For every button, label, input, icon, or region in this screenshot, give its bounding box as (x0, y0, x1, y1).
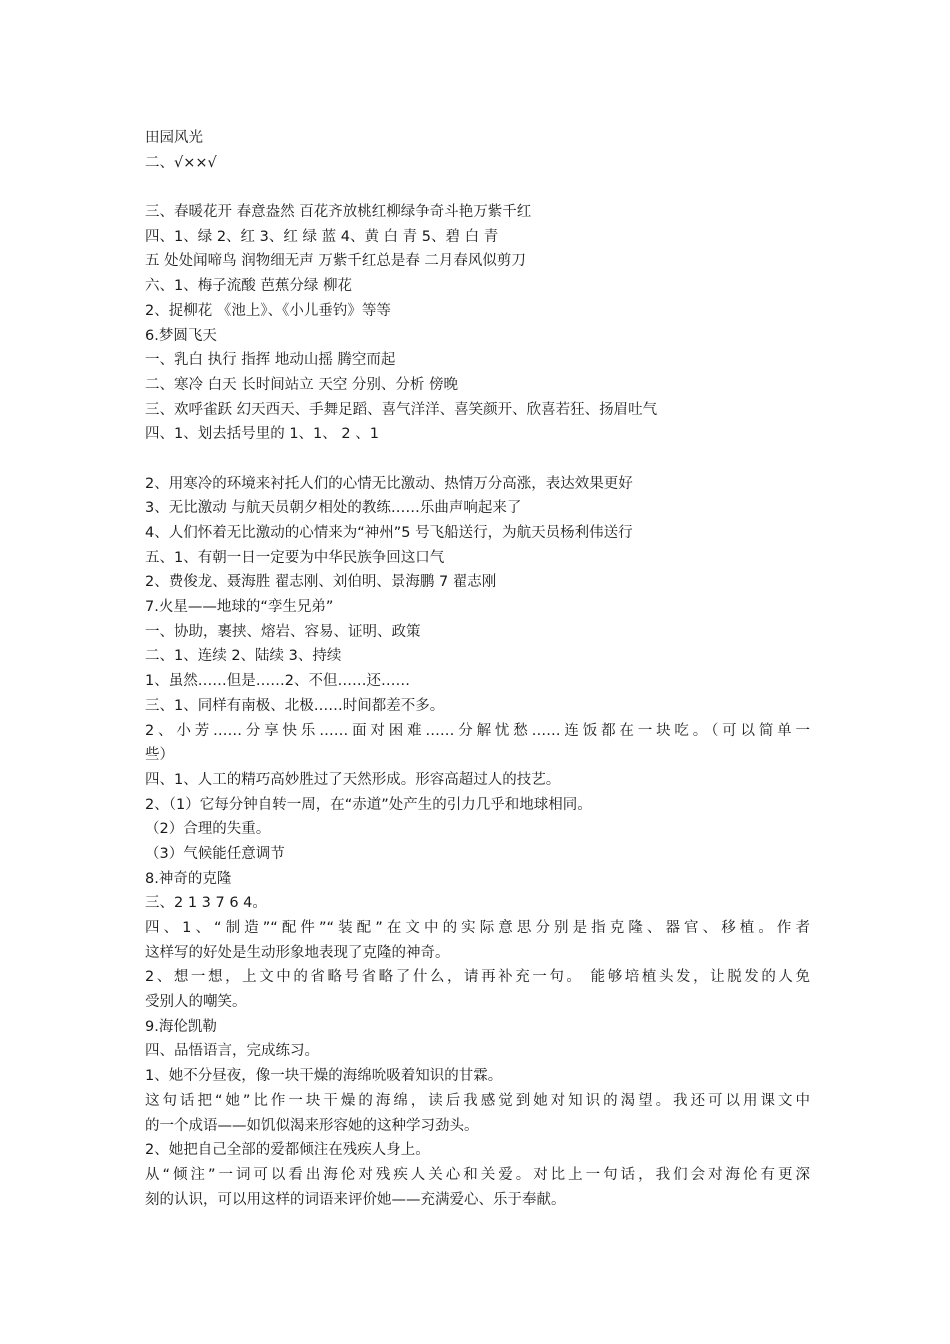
text-line: 些） (145, 747, 174, 764)
text-line: 1、她不分昼夜，像一块干燥的海绵吮吸着知识的甘霖。 (145, 1068, 503, 1085)
text-line: 四、品悟语言，完成练习。 (145, 1043, 319, 1060)
text-line: 2、小芳……分享快乐……面对困难……分解忧愁……连饭都在一块吃。（可以简单一 (145, 722, 810, 739)
text-line: 受别人的嘲笑。 (145, 994, 247, 1011)
text-line: 一、乳白 执行 指挥 地动山摇 腾空而起 (145, 352, 396, 369)
text-line: 8.神奇的克隆 (145, 870, 232, 887)
text-line: 二、1、连续 2、陆续 3、持续 (145, 648, 342, 665)
text-line: 三、欢呼雀跃 幻天西天、手舞足蹈、喜气洋洋、喜笑颜开、欣喜若狂、扬眉吐气 (145, 401, 658, 418)
text-line: 四、1、“制造”“配件”“装配”在文中的实际意思分别是指克隆、器官、移植。作者 (145, 920, 810, 936)
text-line: （2）合理的失重。 (145, 821, 271, 838)
text-line: 这样写的好处是生动形象地表现了克隆的神奇。 (145, 944, 450, 961)
text-line: 7.火星——地球的“孪生兄弟” (145, 599, 334, 616)
text-line: 2、想一想，上文中的省略号省略了什么，请再补充一句。 能够培植头发，让脱发的人免 (145, 969, 810, 986)
text-line: 6.梦圆飞天 (145, 327, 217, 344)
text-line: 3、无比激动 与航天员朝夕相处的教练……乐曲声响起来了 (145, 500, 522, 517)
text-line: 田园风光 (145, 130, 203, 146)
text-line: 刻的认识，可以用这样的词语来评价她——充满爱心、乐于奉献。 (145, 1191, 566, 1208)
text-line: 六、1、梅子流酸 芭蕉分绿 柳花 (145, 278, 352, 295)
text-line: 2、费俊龙、聂海胜 翟志刚、刘伯明、景海鹏 7 翟志刚 (145, 574, 497, 591)
text-line: 二、寒冷 白天 长时间站立 天空 分别、分析 傍晚 (145, 376, 459, 393)
text-line: 三、2 1 3 7 6 4。 (145, 895, 267, 912)
text-line: 的一个成语——如饥似渴来形容她的这种学习劲头。 (145, 1117, 479, 1134)
text-line: 五、1、有朝一日一定要为中华民族争回这口气 (145, 549, 445, 566)
text-line: 一、协助，裹挟、熔岩、容易、证明、政策 (145, 623, 421, 640)
text-line: 1、虽然……但是……2、不但……还…… (145, 673, 410, 690)
text-line: 三、1、同样有南极、北极……时间都差不多。 (145, 697, 445, 714)
text-line: 从“倾注”一词可以看出海伦对残疾人关心和关爱。对比上一句话，我们会对海伦有更深 (145, 1166, 810, 1183)
text-line: 2、（1）它每分钟自转一周，在“赤道”处产生的引力几乎和地球相同。 (145, 796, 592, 813)
text-line: 2、用寒冷的环境来衬托人们的心情无比激动、热情万分高涨，表达效果更好 (145, 475, 633, 492)
text-line: 五 处处闻啼鸟 润物细无声 万紫千红总是春 二月春风似剪刀 (145, 253, 526, 270)
blank-line (145, 447, 810, 472)
text-line: 二、√××√ (145, 154, 217, 171)
text-line: 这句话把“她”比作一块干燥的海绵，读后我感觉到她对知识的渴望。我还可以用课文中 (145, 1092, 810, 1109)
text-line: 9.海伦凯勒 (145, 1018, 217, 1035)
document-page (145, 126, 810, 1212)
text-line: 2、捉柳花 《池上》、《小儿垂钓》等等 (145, 302, 391, 319)
text-line: 三、春暖花开 春意盎然 百花齐放桃红柳绿争奇斗艳万紫千红 (145, 204, 532, 221)
text-line: 四、1、划去括号里的 1、1、 2 、1 (145, 426, 379, 443)
text-line: 四、1、人工的精巧高妙胜过了天然形成。形容高超过人的技艺。 (145, 771, 561, 788)
text-line: 4、人们怀着无比激动的心情来为“神州”5 号飞船送行，为航天员杨利伟送行 (145, 525, 633, 541)
text-line: 2、她把自己全部的爱都倾注在残疾人身上。 (145, 1142, 430, 1159)
text-line: （3）气候能任意调节 (145, 845, 285, 862)
blank-line (145, 175, 810, 200)
text-line: 四、1、绿 2、红 3、红 绿 蓝 4、黄 白 青 5、碧 白 青 (145, 228, 499, 245)
